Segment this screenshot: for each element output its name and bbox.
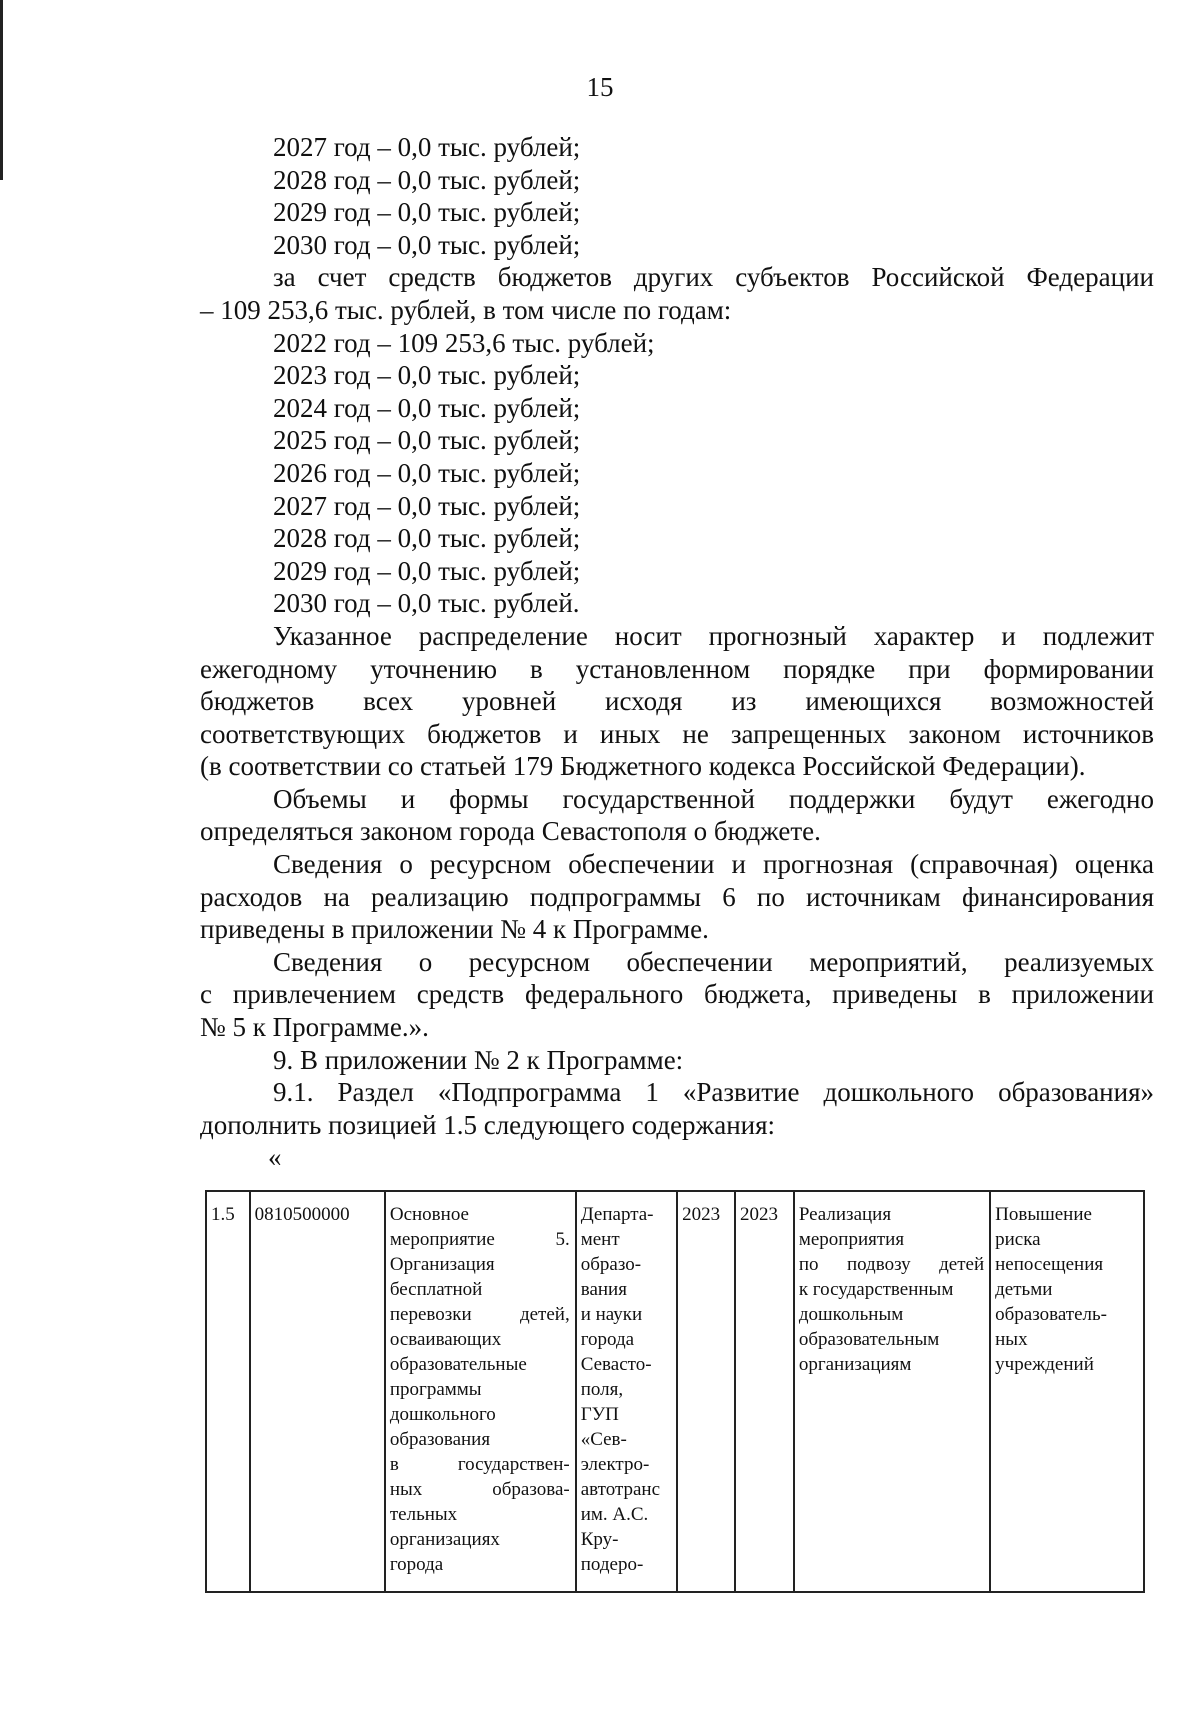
- cell-line: Организация: [389, 1254, 495, 1275]
- cell-line: образовательные: [389, 1354, 527, 1375]
- cell-line: 0810500000: [254, 1204, 350, 1225]
- cell-line: к государственным: [798, 1279, 954, 1300]
- cell-executor: [576, 1191, 677, 1592]
- text-line: Сведения о ресурсном обеспечении мероприятий, реализуемых: [273, 946, 1154, 977]
- cell-line: Основное: [389, 1204, 469, 1225]
- cell-code: [250, 1191, 385, 1592]
- cell-line: дошкольного: [389, 1404, 496, 1425]
- cell-line: мент: [580, 1229, 620, 1250]
- cell-number: [206, 1191, 250, 1592]
- text-line: № 5 к Программе.».: [200, 1012, 429, 1043]
- cell-line: мероприятия: [798, 1229, 905, 1250]
- cell-line: образо-: [580, 1254, 642, 1275]
- text-line: бюджетов всех уровней исходя из имеющихся возможностей: [200, 686, 1154, 717]
- cell-line: поля,: [580, 1379, 624, 1400]
- cell-line: риска: [995, 1229, 1041, 1250]
- cell-line: образователь-: [995, 1304, 1108, 1325]
- text-line: 2029 год – 0,0 тыс. рублей;: [273, 555, 581, 586]
- text-line: 2028 год – 0,0 тыс. рублей;: [273, 164, 581, 195]
- table-row: [206, 1191, 1144, 1592]
- cell-line: программы: [389, 1379, 482, 1400]
- cell-line: 1.5: [211, 1204, 235, 1225]
- cell-line: детьми: [995, 1279, 1053, 1300]
- cell-line: подеро-: [580, 1554, 644, 1575]
- page-number: 15: [586, 72, 614, 102]
- cell-line: организациям: [798, 1354, 912, 1375]
- cell-line: Департа-: [580, 1204, 654, 1225]
- text-line: 2026 год – 0,0 тыс. рублей;: [273, 457, 581, 488]
- cell-line: непосещения: [995, 1254, 1104, 1275]
- cell-line: Кру-: [580, 1529, 619, 1550]
- document-body: [200, 131, 1154, 1174]
- text-line: 2030 год – 0,0 тыс. рублей.: [273, 588, 580, 619]
- cell-line: перевозки детей,: [389, 1304, 570, 1325]
- cell-line: тельных: [389, 1504, 458, 1525]
- cell-line: ных образова-: [389, 1479, 570, 1500]
- cell-line: дошкольным: [798, 1304, 904, 1325]
- cell-line: и науки: [580, 1304, 643, 1325]
- text-line: 2030 год – 0,0 тыс. рублей;: [273, 229, 581, 260]
- text-line: «: [268, 1142, 282, 1173]
- text-line: с привлечением средств федерального бюджета, приведены в приложении: [200, 979, 1154, 1010]
- cell-line: Севасто-: [580, 1354, 652, 1375]
- text-line: 2022 год – 109 253,6 тыс. рублей;: [273, 327, 655, 358]
- position-table: [205, 1190, 1145, 1593]
- cell-line: 2023: [682, 1204, 721, 1225]
- cell-end-year: [735, 1191, 794, 1592]
- text-line: 2029 год – 0,0 тыс. рублей;: [273, 197, 581, 228]
- text-line: Сведения о ресурсном обеспечении и прогнозная (справочная) оценка: [273, 849, 1154, 880]
- text-line: – 109 253,6 тыс. рублей, в том числе по годам:: [200, 294, 732, 325]
- cell-line: образовательным: [798, 1329, 940, 1350]
- cell-line: ГУП: [580, 1404, 619, 1425]
- cell-consequence: [990, 1191, 1144, 1592]
- cell-line: города: [580, 1329, 635, 1350]
- cell-line: Реализация: [798, 1204, 892, 1225]
- text-line: 2025 год – 0,0 тыс. рублей;: [273, 425, 581, 456]
- cell-line: электро-: [580, 1454, 650, 1475]
- cell-line: ных: [995, 1329, 1028, 1350]
- cell-line: Повышение: [995, 1204, 1092, 1225]
- cell-line: 2023: [739, 1204, 778, 1225]
- cell-line: осваивающих: [389, 1329, 502, 1350]
- text-line: Указанное распределение носит прогнозный характер и подлежит: [273, 620, 1154, 651]
- text-line: 9.1. Раздел «Подпрограмма 1 «Развитие дошкольного образования»: [273, 1077, 1154, 1108]
- cell-line: организациях: [389, 1529, 500, 1550]
- cell-result: [794, 1191, 990, 1592]
- cell-line: бесплатной: [389, 1279, 483, 1300]
- cell-line: мероприятие 5.: [389, 1229, 570, 1250]
- text-line: дополнить позицией 1.5 следующего содержания:: [200, 1109, 776, 1140]
- text-line: расходов на реализацию подпрограммы 6 по источникам финансирования: [200, 881, 1154, 912]
- cell-line: в государствен-: [389, 1454, 570, 1475]
- text-line: ежегодному уточнению в установленном порядке при формировании: [200, 653, 1154, 684]
- text-line: Объемы и формы государственной поддержки будут ежегодно: [273, 783, 1154, 814]
- text-line: приведены в приложении № 4 к Программе.: [200, 914, 709, 945]
- cell-line: по подвозу детей: [798, 1254, 985, 1275]
- cell-line: «Сев-: [580, 1429, 627, 1450]
- cell-event: [385, 1191, 576, 1592]
- cell-line: автотранс: [580, 1479, 661, 1500]
- cell-line: учреждений: [995, 1354, 1094, 1375]
- text-line: 2027 год – 0,0 тыс. рублей;: [273, 490, 581, 521]
- text-line: соответствующих бюджетов и иных не запрещенных законом источников: [200, 718, 1154, 749]
- text-line: 2027 год – 0,0 тыс. рублей;: [273, 132, 581, 162]
- cell-start-year: [677, 1191, 735, 1592]
- text-line: 2028 год – 0,0 тыс. рублей;: [273, 523, 581, 554]
- text-line: определяться законом города Севастополя о бюджете.: [200, 816, 821, 847]
- cell-line: вания: [580, 1279, 627, 1300]
- cell-line: образования: [389, 1429, 491, 1450]
- text-line: 2023 год – 0,0 тыс. рублей;: [273, 360, 581, 391]
- cell-line: города: [389, 1554, 444, 1575]
- text-line: за счет средств бюджетов других субъектов Российской Федерации: [273, 262, 1154, 293]
- cell-line: им. А.С.: [580, 1504, 649, 1525]
- text-line: 2024 год – 0,0 тыс. рублей;: [273, 392, 581, 423]
- text-line: 9. В приложении № 2 к Программе:: [273, 1044, 684, 1075]
- text-line: (в соответствии со статьей 179 Бюджетного кодекса Российской Федерации).: [200, 751, 1086, 782]
